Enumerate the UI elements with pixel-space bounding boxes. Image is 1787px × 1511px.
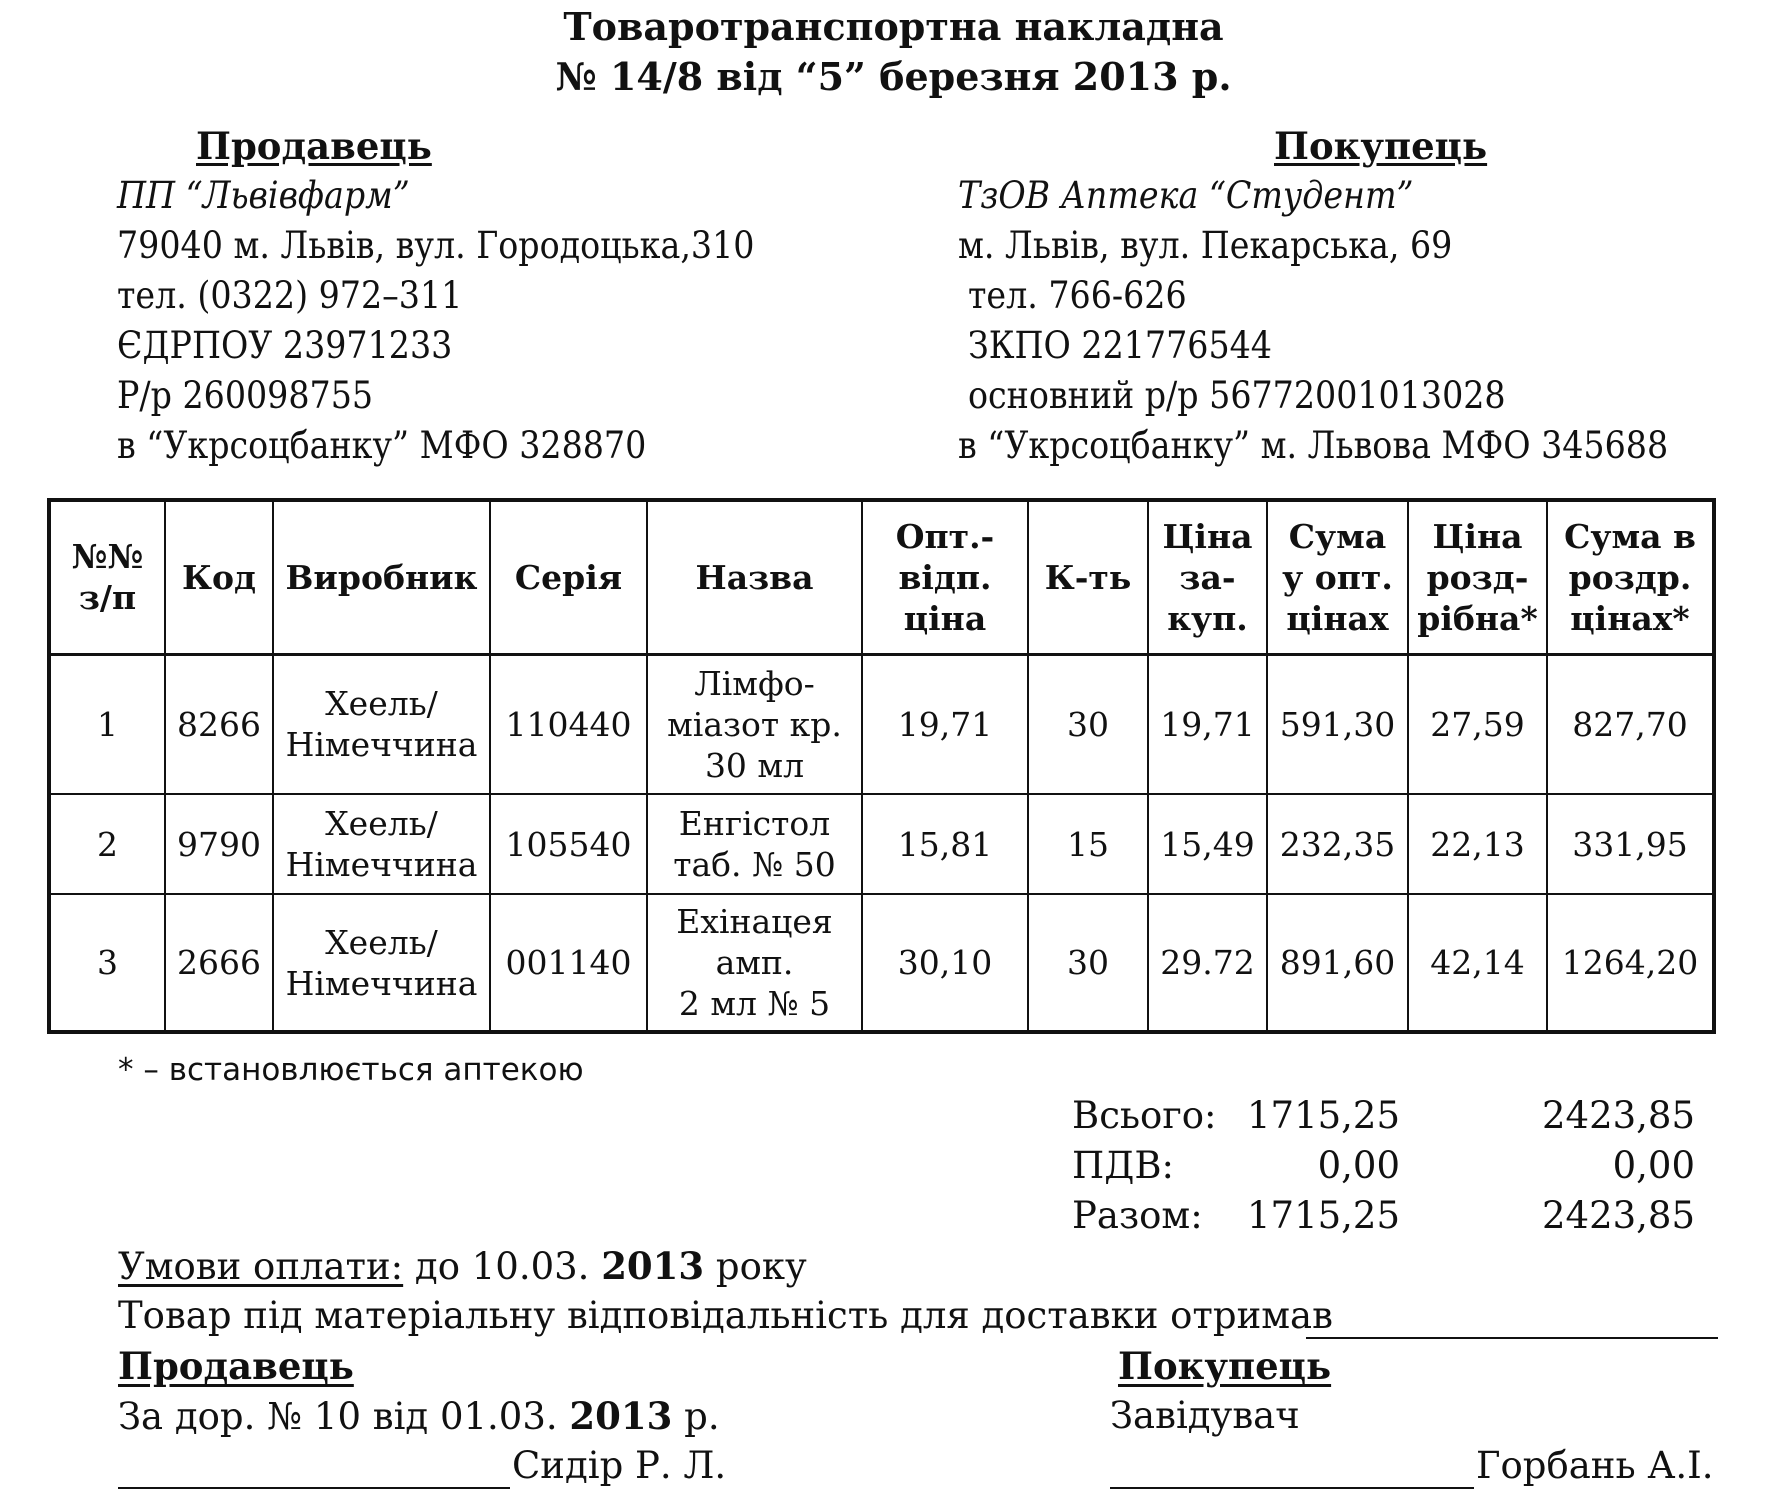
vat-retail: 0,00 xyxy=(1612,1144,1695,1187)
col-header-code: Код xyxy=(165,500,273,654)
document-number-date: № 14/8 від “5” березня 2013 р. xyxy=(555,54,1232,99)
buyer-signatory-name: Горбань А.І. xyxy=(1476,1444,1714,1487)
cell-retail-price: 27,59 xyxy=(1408,654,1547,794)
buyer-phone: тел. 766-626 xyxy=(968,274,1187,317)
total-wholesale: 1715,25 xyxy=(1246,1094,1400,1137)
col-header-quantity: К-ть xyxy=(1028,500,1148,654)
footnote: * – встановлюється аптекою xyxy=(118,1052,584,1088)
cell-code: 2666 xyxy=(165,894,273,1032)
col-header-number: №№ з/п xyxy=(49,500,165,654)
document-title: Товаротранспортна накладна xyxy=(563,4,1224,49)
col-header-retail-price: Ціна розд- рібна* xyxy=(1408,500,1547,654)
seller-proxy-suffix: р. xyxy=(672,1395,720,1438)
payment-terms-date: до 10.03. xyxy=(403,1245,602,1288)
col-header-purchase-price: Ціна за- куп. xyxy=(1148,500,1267,654)
grand-total-label: Разом: xyxy=(1072,1194,1203,1237)
cell-retail-price: 22,13 xyxy=(1408,794,1547,894)
vat-wholesale: 0,00 xyxy=(1317,1144,1400,1187)
payment-terms-label: Умови оплати: xyxy=(118,1245,404,1288)
cell-manufacturer: Хеель/ Німеччина xyxy=(273,794,490,894)
cell-wholesale-price: 15,81 xyxy=(862,794,1028,894)
cell-number: 1 xyxy=(49,654,165,794)
payment-terms xyxy=(118,1244,807,1288)
cell-series: 001140 xyxy=(490,894,647,1032)
buyer-signature-heading: Покупець xyxy=(1118,1344,1332,1388)
seller-signature-heading: Продавець xyxy=(118,1344,354,1388)
cell-purchase-price: 19,71 xyxy=(1148,654,1267,794)
cell-series: 105540 xyxy=(490,794,647,894)
cell-code: 9790 xyxy=(165,794,273,894)
cell-retail-sum: 1264,20 xyxy=(1547,894,1714,1032)
col-header-name: Назва xyxy=(647,500,862,654)
payment-terms-year: 2013 xyxy=(601,1244,705,1288)
grand-total-retail: 2423,85 xyxy=(1541,1194,1695,1237)
seller-heading: Продавець xyxy=(196,124,432,168)
seller-bank: в “Укрсоцбанку” МФО 328870 xyxy=(117,424,647,467)
total-retail: 2423,85 xyxy=(1541,1094,1695,1137)
col-header-wholesale-sum: Сума у опт. цінах xyxy=(1267,500,1408,654)
buyer-heading: Покупець xyxy=(1274,124,1488,168)
cell-purchase-price: 15,49 xyxy=(1148,794,1267,894)
cell-name: Енгістол таб. № 50 xyxy=(647,794,862,894)
col-header-retail-sum: Сума в роздр. цінах* xyxy=(1547,500,1714,654)
cell-number: 2 xyxy=(49,794,165,894)
col-header-manufacturer: Виробник xyxy=(273,500,490,654)
cell-manufacturer: Хеель/ Німеччина xyxy=(273,654,490,794)
received-by-text: Товар під матеріальну відповідальність для доставки отримав xyxy=(118,1294,1333,1337)
col-header-wholesale-price: Опт.- відп. ціна xyxy=(862,500,1028,654)
received-signature-line xyxy=(1306,1337,1718,1339)
cell-retail-sum: 331,95 xyxy=(1547,794,1714,894)
seller-edrpou: ЄДРПОУ 23971233 xyxy=(117,324,453,367)
grand-total-wholesale: 1715,25 xyxy=(1246,1194,1400,1237)
buyer-signature-line xyxy=(1110,1487,1474,1489)
table-row xyxy=(49,654,1714,794)
table-header-row xyxy=(49,500,1714,654)
seller-signatory-name: Сидір Р. Л. xyxy=(512,1444,727,1487)
seller-proxy-text: За дор. № 10 від 01.03. xyxy=(118,1395,570,1438)
buyer-bank: в “Укрсоцбанку” м. Львова МФО 345688 xyxy=(958,424,1669,467)
cell-number: 3 xyxy=(49,894,165,1032)
cell-purchase-price: 29.72 xyxy=(1148,894,1267,1032)
cell-retail-sum: 827,70 xyxy=(1547,654,1714,794)
seller-address: 79040 м. Львів, вул. Городоцька,310 xyxy=(117,224,755,267)
buyer-zkpo: ЗКПО 221776544 xyxy=(968,324,1272,367)
buyer-address: м. Львів, вул. Пекарська, 69 xyxy=(958,224,1453,267)
cell-quantity: 30 xyxy=(1028,654,1148,794)
buyer-name: ТзОВ Аптека “Студент” xyxy=(958,174,1414,217)
buyer-signatory-role: Завідувач xyxy=(1110,1394,1300,1437)
total-label: Всього: xyxy=(1072,1094,1217,1137)
cell-wholesale-sum: 891,60 xyxy=(1267,894,1408,1032)
buyer-account: основний р/р 56772001013028 xyxy=(968,374,1506,417)
cell-quantity: 30 xyxy=(1028,894,1148,1032)
cell-manufacturer: Хеель/ Німеччина xyxy=(273,894,490,1032)
col-header-series: Серія xyxy=(490,500,647,654)
cell-series: 110440 xyxy=(490,654,647,794)
table-row xyxy=(49,794,1714,894)
cell-wholesale-price: 19,71 xyxy=(862,654,1028,794)
cell-retail-price: 42,14 xyxy=(1408,894,1547,1032)
cell-wholesale-sum: 591,30 xyxy=(1267,654,1408,794)
cell-name: Лімфо- міазот кр. 30 мл xyxy=(647,654,862,794)
seller-proxy xyxy=(118,1394,720,1438)
seller-phone: тел. (0322) 972–311 xyxy=(117,274,463,317)
seller-account: Р/р 260098755 xyxy=(117,374,374,417)
seller-proxy-year: 2013 xyxy=(569,1394,673,1438)
goods-table xyxy=(47,498,1716,1034)
cell-wholesale-sum: 232,35 xyxy=(1267,794,1408,894)
cell-wholesale-price: 30,10 xyxy=(862,894,1028,1032)
vat-label: ПДВ: xyxy=(1072,1144,1175,1187)
table-row xyxy=(49,894,1714,1032)
cell-quantity: 15 xyxy=(1028,794,1148,894)
seller-name: ПП “Львівфарм” xyxy=(117,174,410,217)
cell-code: 8266 xyxy=(165,654,273,794)
payment-terms-suffix: року xyxy=(704,1245,807,1288)
seller-signature-line xyxy=(118,1487,510,1489)
cell-name: Ехінацея амп. 2 мл № 5 xyxy=(647,894,862,1032)
